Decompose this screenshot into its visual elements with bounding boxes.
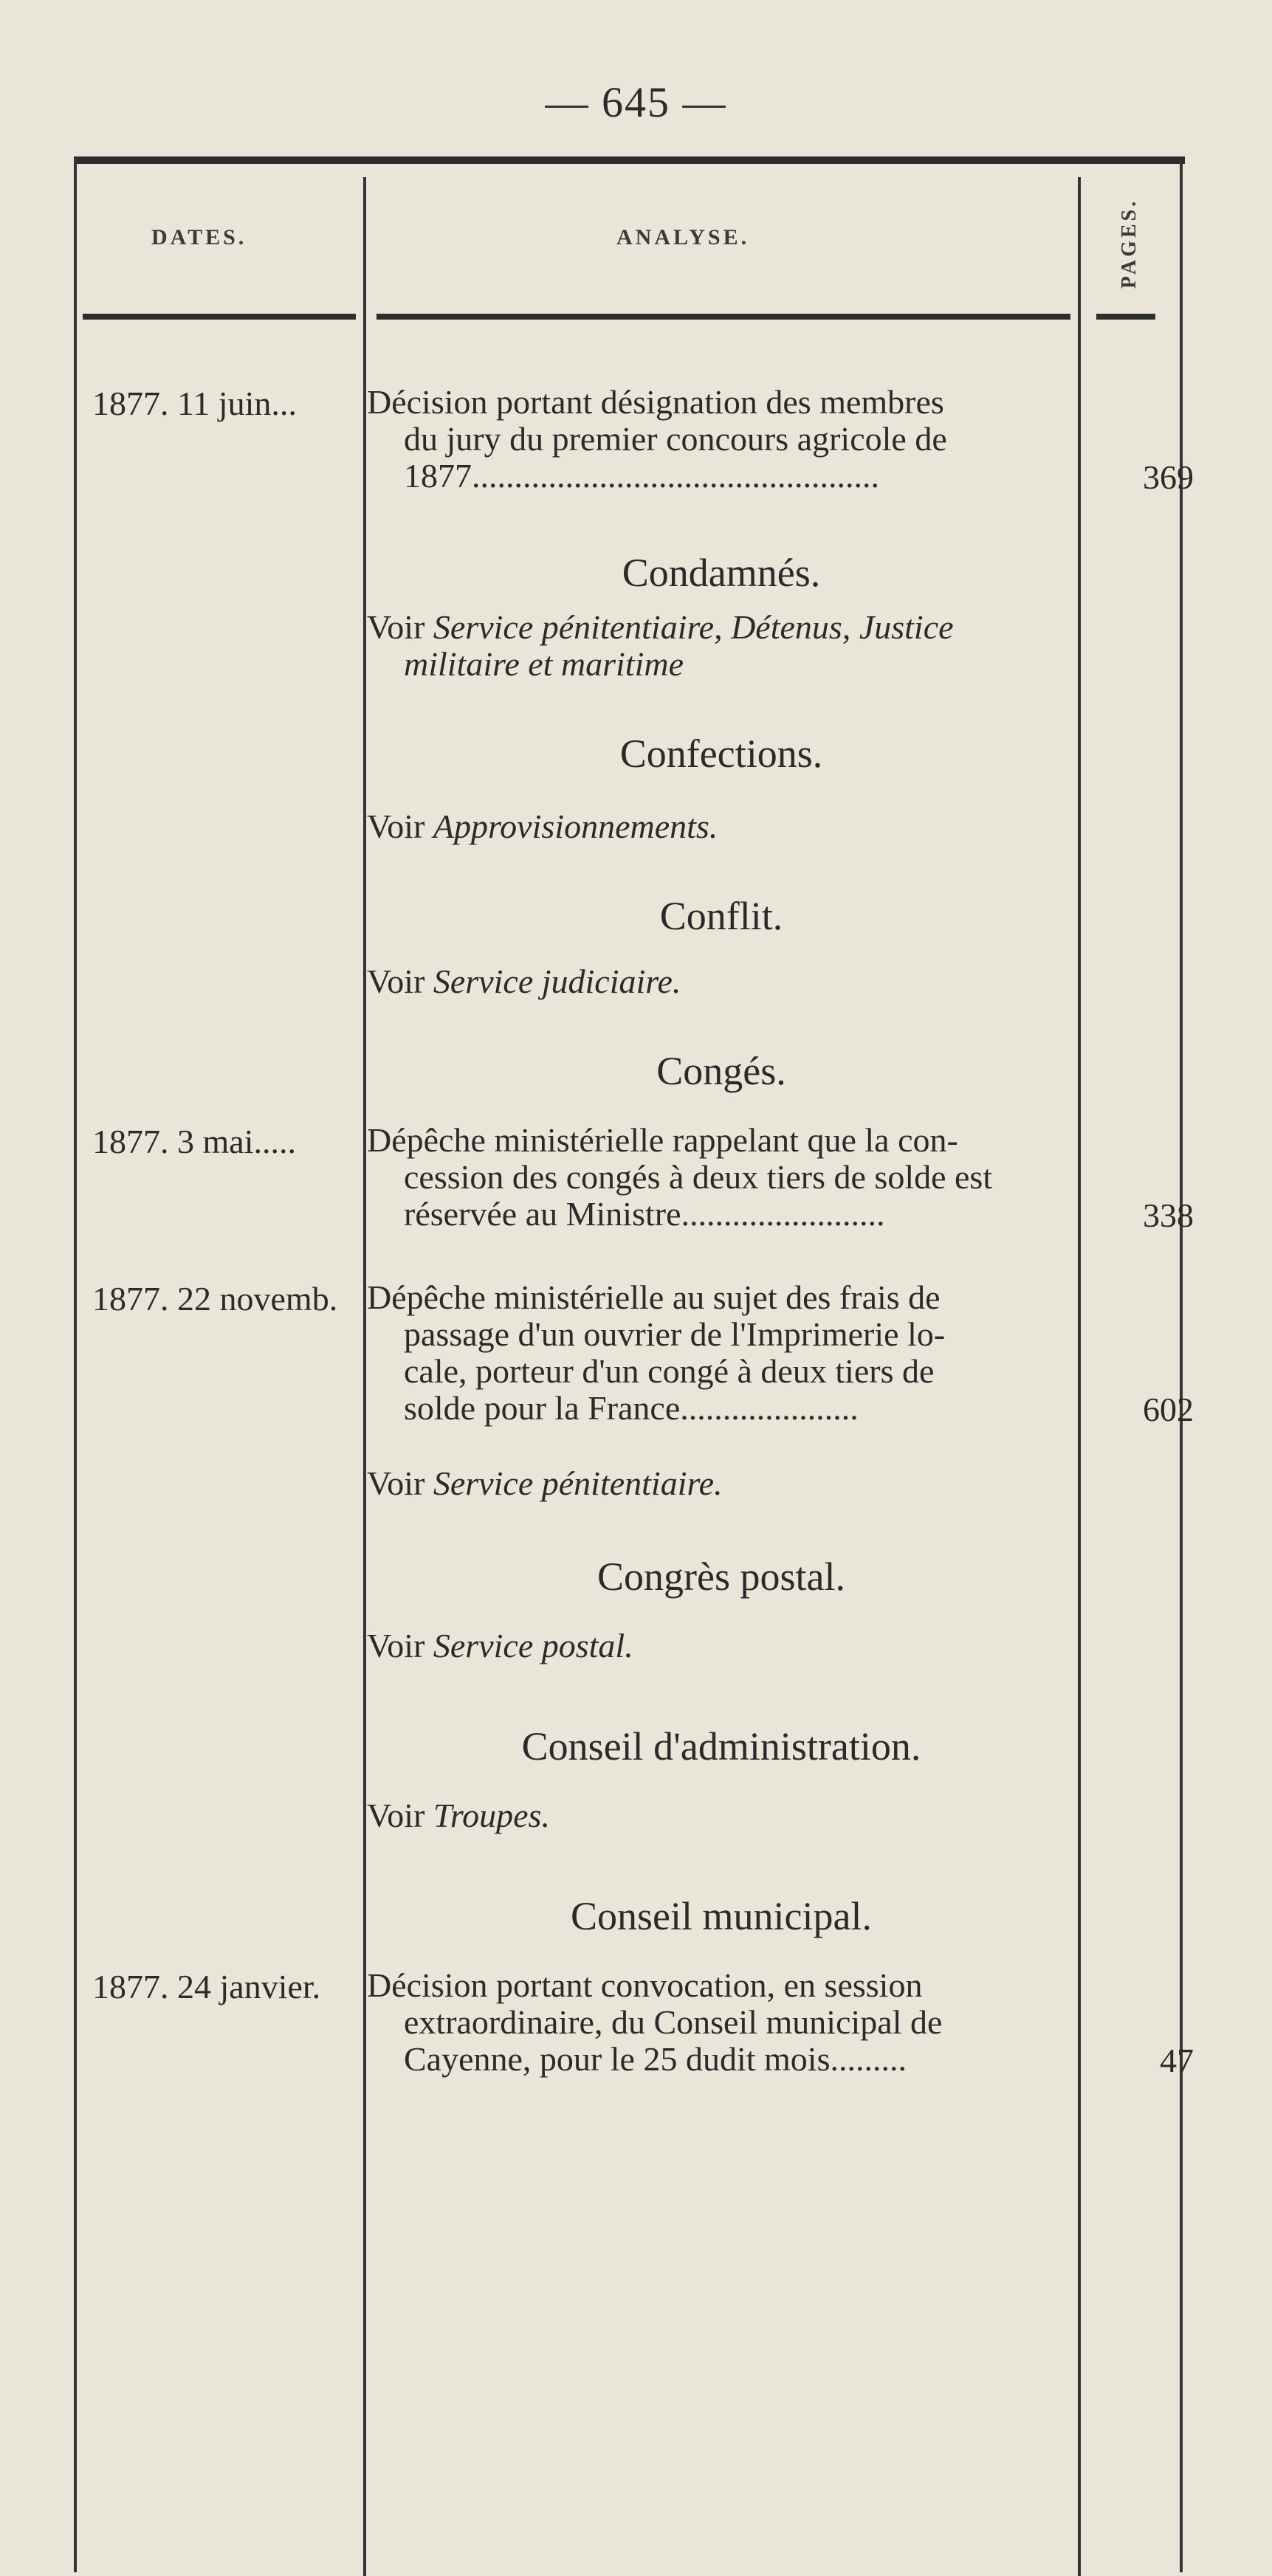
section-heading: Congrès postal. [597,1554,845,1599]
see-also [367,963,1076,1000]
see-target: Service pénitentiaire, Détenus, Justice [433,608,954,646]
pages-header [1107,170,1152,317]
entry-line: Dépêche ministérielle au sujet des frais de [367,1279,941,1316]
entry-date: 1877. 11 juin... [92,385,297,422]
analyse-column-divider [1078,177,1081,2576]
entry-text [367,1967,1076,2078]
see-prefix: Voir [367,608,425,646]
table-left-border [74,159,77,2572]
entry-line: 1877................................................ [404,458,879,495]
entry-line: cession des congés à deux tiers de solde est [404,1159,993,1196]
see-also-continued [367,646,1113,683]
entry-text [367,1122,1076,1233]
section-heading: Conflit. [659,894,783,938]
entry-line: du jury du premier concours agricole de [404,421,947,458]
entry-line: réservée au Ministre........................ [404,1196,885,1233]
entry-text [367,384,1076,495]
header-underline-dates [83,314,356,320]
see-target: militaire et maritime [404,645,684,683]
see-target: Service postal. [433,1627,633,1664]
pages-header-label: PAGES. [1118,198,1141,289]
entry-line: Décision portant désignation des membres [367,384,944,421]
see-prefix: Voir [367,807,425,845]
entry-date: 1877. 22 novemb. [92,1280,338,1318]
see-also [367,1797,1076,1834]
see-target: Service judiciaire. [433,962,681,1000]
section-heading: Conseil municipal. [571,1894,872,1938]
header-underline-analyse [377,314,1070,320]
page-reference: 47 [1160,2042,1194,2079]
entry-line: Décision portant convocation, en session [367,1967,923,2004]
entry-date: 1877. 24 janvier. [92,1968,321,2005]
section-heading: Conseil d'administration. [521,1724,921,1769]
entry-line: passage d'un ouvrier de l'Imprimerie lo- [404,1316,946,1353]
see-also [367,1465,1076,1502]
see-prefix: Voir [367,1627,425,1664]
table-right-border [1180,159,1183,2572]
see-also [367,609,1076,646]
see-target: Approvisionnements. [433,807,718,845]
dates-column-divider [363,177,366,2576]
entry-line: extraordinaire, du Conseil municipal de [404,2004,943,2041]
see-also [367,1628,1076,1664]
see-prefix: Voir [367,962,425,1000]
page-number: — 645 — [545,78,727,126]
see-prefix: Voir [367,1464,425,1502]
see-target: Service pénitentiaire. [433,1464,723,1502]
section-heading: Confections. [619,731,823,776]
entry-line: Cayenne, pour le 25 dudit mois......... [404,2041,907,2078]
analyse-header: ANALYSE. [616,225,750,249]
entry-line: solde pour la France..................... [404,1390,859,1427]
page-reference: 602 [1143,1391,1194,1428]
section-heading: Condamnés. [622,551,821,595]
see-target: Troupes. [433,1797,550,1834]
entry-line: Dépêche ministérielle rappelant que la con- [367,1122,958,1159]
entry-line: cale, porteur d'un congé à deux tiers de [404,1353,935,1390]
entry-text [367,1279,1076,1427]
entry-date: 1877. 3 mai..... [92,1123,296,1160]
table-top-rule [74,156,1185,164]
see-also [367,808,1076,845]
see-prefix: Voir [367,1797,425,1834]
page-reference: 369 [1143,458,1194,496]
dates-header: DATES. [151,225,247,249]
page-reference: 338 [1143,1196,1194,1234]
section-heading: Congés. [656,1049,786,1093]
